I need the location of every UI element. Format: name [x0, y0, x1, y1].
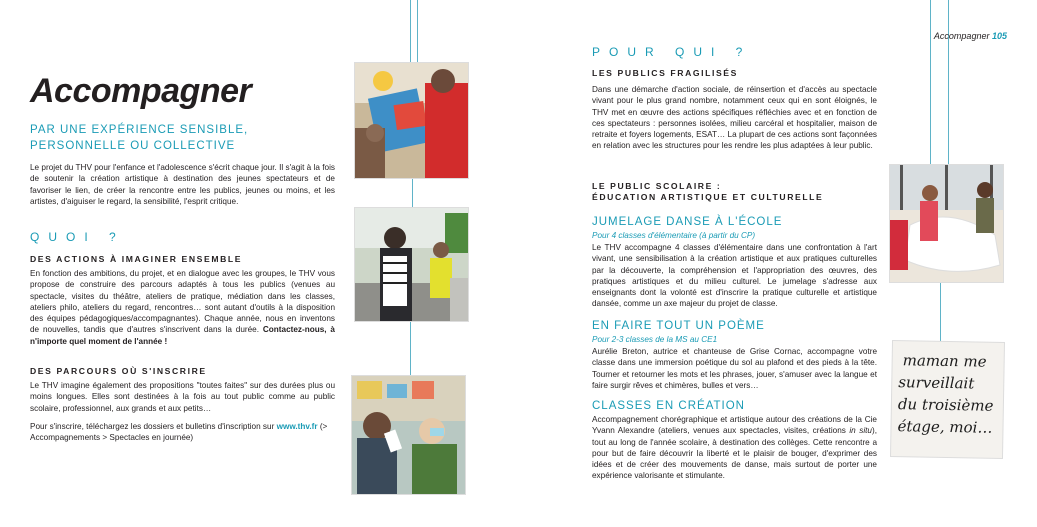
hanging-string	[410, 320, 411, 376]
creation-insitu: in situ	[849, 426, 872, 436]
photo-dance-workshop	[890, 165, 1003, 282]
fragiles-text: Dans une démarche d'action sociale, de réinsertion et d'accès au spectacle vivant pour le plus grand nombre, notamment ceux qui en sont éloignés, le THV met en œuvre des actions spécifiques réfléchies avec et en fonction de ces spectateurs : personnes isolées, milieu carcéral et hospitalier, maison de retraite et foyers logements, ESAT… La plupart de ces actions sont façonnées en relation avec les structures pour les rendre les plus adaptées à leur public.	[592, 85, 877, 151]
inscription-text	[30, 421, 335, 444]
inscription-lead: Pour s'inscrire, téléchargez les dossiers et bulletins d'inscription sur	[30, 422, 275, 431]
intro-text: Le projet du THV pour l'enfance et l'adolescence s'écrit chaque jour. Il s'agit à la fois de soutenir la création artistique à destination des jeunes spectateurs et de favoriser le lien, de créer la rencontre entre les publics, jeunes ou moins, et les artistes, d'aiguiser le regard, la sensibilité, l'esprit critique.	[30, 163, 335, 206]
running-header	[934, 31, 1007, 41]
hanging-string	[410, 0, 411, 64]
hanging-string	[940, 282, 941, 342]
poeme-text: Aurélie Breton, autrice et chanteuse de Grise Cornac, accompagne votre classe dans une immersion poétique du sol au plafond et des pieds à la tête. Tourner et retourner les mots et les phrases, jouer, s'amuser avec la langue et faire surgir rêves et chimères, bulles et vers…	[592, 347, 877, 390]
jumelage-subtitle: Pour 4 classes d'élémentaire (à partir du CP)	[592, 231, 756, 240]
scolaire-heading-line2: ÉDUCATION ARTISTIQUE ET CULTURELLE	[592, 192, 824, 202]
subtitle: PAR UNE EXPÉRIENCE SENSIBLE, PERSONNELLE OU COLLECTIVE	[30, 124, 249, 152]
hanging-string	[948, 0, 949, 165]
parcours-text: Le THV imagine également des propositions "toutes faites" sur des durées plus ou moins longues. Elles sont destinées à la fois au tout public comme au public scolaire, professionnel, aux grands et aux petits…	[30, 381, 335, 413]
creation-text-b: ), tout au long de l'année scolaire, à destination des collèges. Cette rencontre a pour but de faire découvrir la liberté et le plaisir de bouger, d'exprimer des idées et de créer des mouvements de danse, mais surtout de porter une expérience valorisante et stimulante.	[592, 426, 877, 481]
actions-text	[30, 268, 335, 347]
photo-woman-with-students	[355, 208, 468, 321]
handwriting-line: du troisième	[897, 395, 994, 415]
handwriting-line: surveillait	[898, 373, 975, 393]
actions-heading: DES ACTIONS À IMAGINER ENSEMBLE	[30, 254, 243, 264]
fragiles-heading: LES PUBLICS FRAGILISÉS	[592, 68, 738, 78]
pour-qui-heading: POUR QUI ?	[592, 45, 752, 59]
page-title: Accompagner	[30, 72, 252, 110]
creation-text-a: Accompagnement chorégraphique et artistique autour des créations de la Cie Yvann Alexandre (ateliers, venues aux spectacles, visites, créations	[592, 415, 877, 436]
section-name: Accompagner	[933, 31, 990, 41]
scolaire-heading	[592, 181, 823, 203]
creation-heading: CLASSES EN CRÉATION	[592, 400, 745, 412]
poeme-subtitle: Pour 2-3 classes de la MS au CE1	[592, 335, 718, 344]
jumelage-heading: JUMELAGE DANSE À L'ÉCOLE	[592, 216, 783, 228]
actions-cta: Contactez-nous, à n'importe quel moment de l'année !	[30, 325, 335, 346]
scolaire-heading-line1: LE PUBLIC SCOLAIRE :	[592, 181, 722, 191]
hanging-string	[930, 0, 931, 165]
inscription-path: (> Accompagnements > Spectacles en journée)	[30, 422, 328, 443]
photo-handwritten-poem	[891, 341, 1004, 458]
photo-children-drawing	[355, 63, 468, 178]
photo-classroom	[352, 376, 465, 494]
parcours-heading: DES PARCOURS OÙ S'INSCRIRE	[30, 366, 207, 376]
handwriting-line: étage, moi…	[897, 417, 993, 437]
thv-link[interactable]: www.thv.fr	[276, 422, 318, 431]
jumelage-text: Le THV accompagne 4 classes d'élémentaire dans une confrontation à l'art vivant, une sensibilisation à la création artistique et aux pratiques culturelles par la découverte, la compréhension et l'appropriation des œuvres, des pratiques artistiques et du milieu culturel. Le jumelage s'adresse aux enseignants dont la volonté est d'inscrire la pratique culturelle et artistique dansée, comme un axe majeur du projet de classe.	[592, 243, 877, 309]
quoi-heading: QUOI ?	[30, 230, 125, 244]
handwriting-line: maman me	[902, 351, 987, 371]
hanging-string	[412, 178, 413, 208]
creation-text	[592, 414, 877, 482]
hanging-string	[417, 0, 418, 64]
page-number: 105	[991, 31, 1007, 41]
actions-paragraph: En fonction des ambitions, du projet, et en dialogue avec les groupes, le THV vous propose de construire des parcours adaptés à tous les publics (venues au spectacle, visites du théâtre, ateliers de pratique, médiation dans les classes, ateliers philo, ateliers du regard, rencontres… sont autant d'outils à la disposition des équipes pédagogiques/accompagnantes). Chaque année, nous en inventons de nouvelles, tandis que d'autres s'inscrivent dans la durée.	[30, 269, 335, 335]
poeme-heading: EN FAIRE TOUT UN POÈME	[592, 320, 765, 332]
